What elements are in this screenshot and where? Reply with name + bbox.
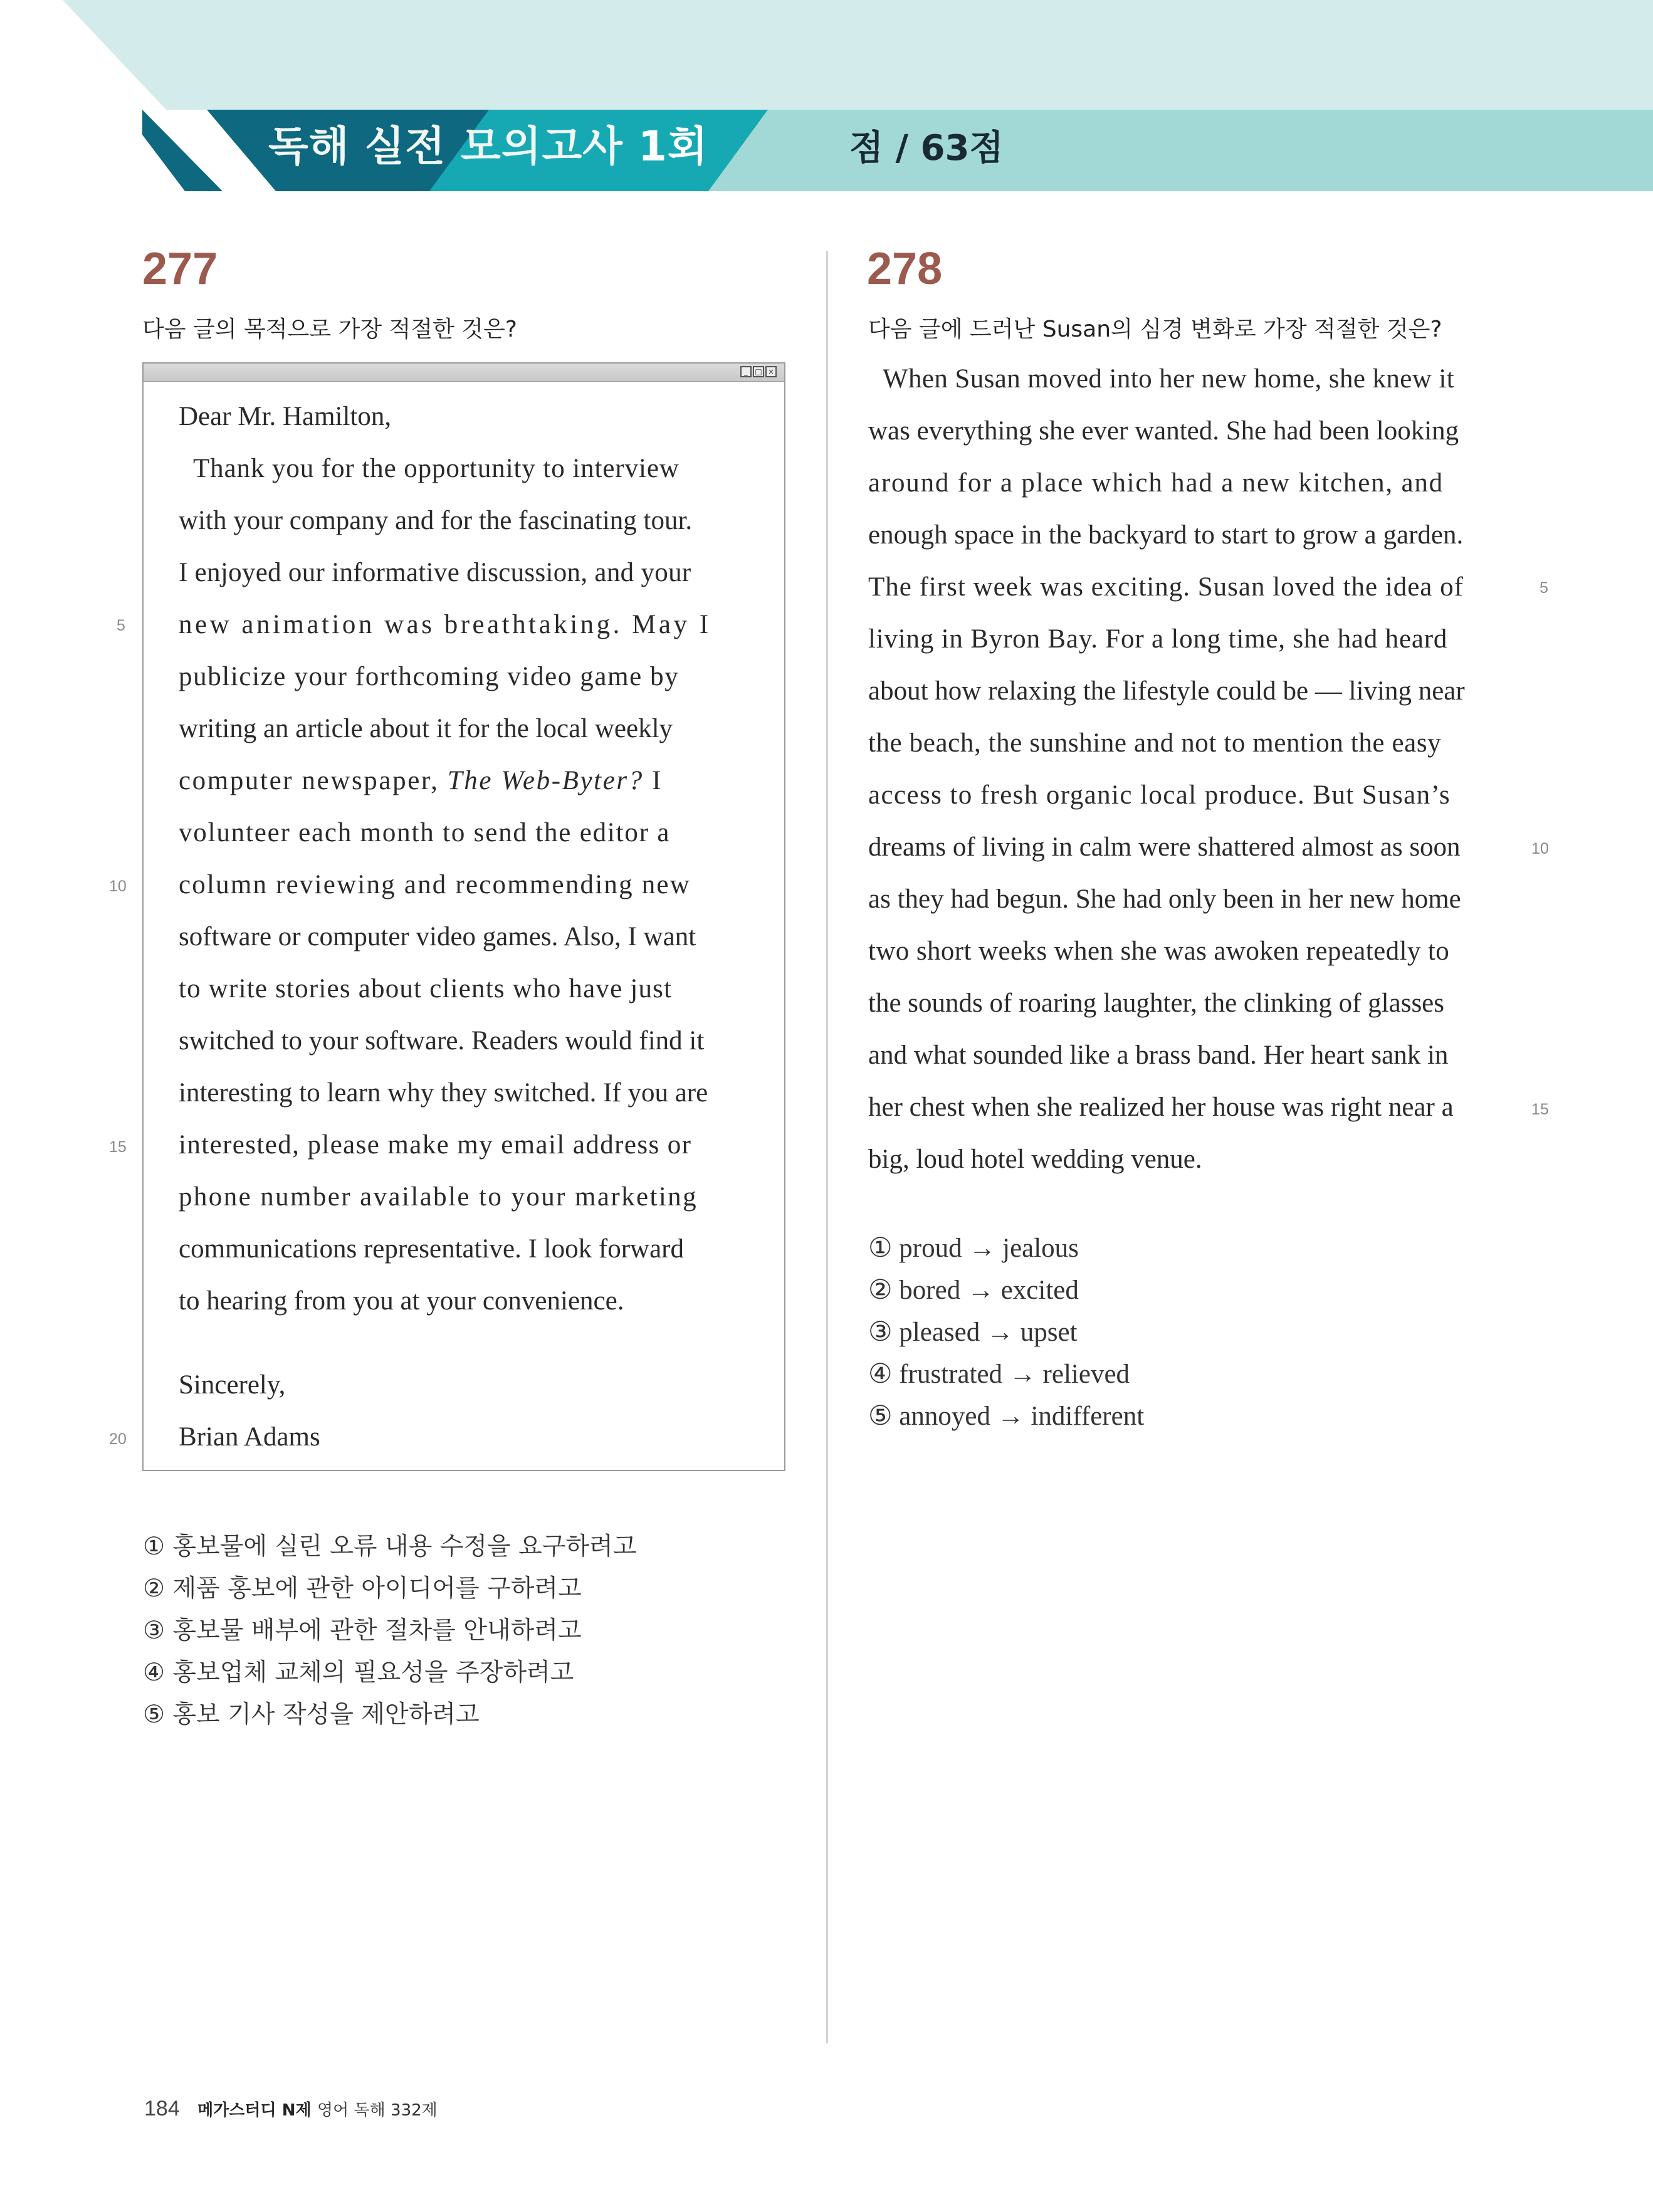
line-number: 5: [1540, 579, 1548, 597]
score-label: 점 / 63점: [849, 128, 1004, 169]
letter-line: with your company and for the fascinating tour.: [179, 506, 693, 535]
answer-choice[interactable]: ② bored → excited: [868, 1276, 1079, 1305]
passage-line: about how relaxing the lifestyle could be — living near: [868, 676, 1465, 706]
answer-choice[interactable]: ④ frustrated → relieved: [868, 1360, 1130, 1389]
letter-line: Thank you for the opportunity to interview: [193, 454, 680, 483]
passage-line: two short weeks when she was awoken repeatedly to: [868, 936, 1450, 966]
letter-line: to hearing from you at your convenience.: [179, 1286, 624, 1316]
header-banner: [0, 0, 1653, 191]
answer-choice[interactable]: ⑤ annoyed → indifferent: [868, 1402, 1145, 1431]
newspaper-title: The Web-Byter?: [447, 766, 644, 795]
passage-line: and what sounded like a brass band. Her heart sank in: [868, 1040, 1449, 1070]
letter-line: new animation was breathtaking. May I: [179, 610, 711, 639]
page-footer: [144, 2097, 438, 2121]
column-divider: [826, 251, 828, 2043]
question-prompt-277: 다음 글의 목적으로 가장 적절한 것은?: [142, 317, 517, 342]
letter-line: publicize your forthcoming video game by: [179, 662, 680, 691]
answer-choice[interactable]: ① 홍보물에 실린 오류 내용 수정을 요구하려고: [143, 1533, 637, 1561]
passage-line: The first week was exciting. Susan loved the idea of: [868, 572, 1464, 602]
passage-line: enough space in the backyard to start to grow a garden.: [868, 520, 1464, 550]
passage-line: access to fresh organic local produce. But Susan’s: [868, 780, 1451, 810]
letter-line: I enjoyed our informative discussion, and your: [179, 558, 691, 587]
line-number: 10: [1531, 840, 1549, 857]
letter-line: to write stories about clients who have just: [179, 974, 673, 1004]
answer-choice[interactable]: ① proud → jealous: [868, 1234, 1079, 1263]
letter-line: software or computer video games. Also, I want: [179, 922, 696, 951]
passage-line: big, loud hotel wedding venue.: [868, 1145, 1202, 1174]
letter-line: volunteer each month to send the editor a: [179, 818, 671, 847]
letter-line: column reviewing and recommending new: [179, 870, 691, 899]
question-number-278: 278: [867, 244, 943, 294]
answer-choice[interactable]: ⑤ 홍보 기사 작성을 제안하려고: [143, 1701, 480, 1729]
book-subtitle: 영어 독해 332제: [317, 2101, 438, 2120]
passage-line: her chest when she realized her house was right near a: [868, 1093, 1454, 1122]
letter-closing: Sincerely,: [179, 1370, 286, 1400]
passage-line: dreams of living in calm were shattered almost as soon: [868, 832, 1461, 862]
letter-line: switched to your software. Readers would find it: [179, 1026, 705, 1056]
passage-line: When Susan moved into her new home, she knew it: [883, 364, 1455, 394]
exam-round: 1회: [638, 122, 708, 170]
passage-line: around for a place which had a new kitchen, and: [868, 468, 1444, 498]
maximize-icon[interactable]: □: [753, 366, 764, 377]
letter-line: writing an article about it for the local weekly: [179, 714, 673, 743]
line-number: 15: [1531, 1101, 1549, 1118]
passage-line: living in Byron Bay. For a long time, she had heard: [868, 624, 1448, 654]
answer-choice[interactable]: ② 제품 홍보에 관한 아이디어를 구하려고: [143, 1575, 582, 1603]
letter-line: interesting to learn why they switched. If you are: [179, 1078, 708, 1108]
minimize-icon[interactable]: _: [740, 366, 752, 377]
answer-choice[interactable]: ③ pleased → upset: [868, 1318, 1078, 1347]
passage-line: the sounds of roaring laughter, the clinking of glasses: [868, 988, 1444, 1018]
answer-choice[interactable]: ④ 홍보업체 교체의 필요성을 주장하려고: [143, 1659, 574, 1687]
passage-line: the beach, the sunshine and not to mention the easy: [868, 728, 1442, 758]
letter-line: phone number available to your marketing: [179, 1182, 698, 1212]
question-number-277: 277: [142, 244, 218, 294]
answer-choice[interactable]: ③ 홍보물 배부에 관한 절차를 안내하려고: [143, 1617, 582, 1645]
letter-line: interested, please make my email address or: [179, 1130, 692, 1160]
book-brand: 메가스터디 N제: [197, 2101, 312, 2120]
close-icon[interactable]: ×: [765, 366, 777, 377]
line-number: 20: [109, 1430, 127, 1448]
window-titlebar: [144, 364, 784, 382]
letter-line: communications representative. I look forward: [179, 1234, 684, 1264]
passage-line: was everything she ever wanted. She had been looking: [868, 416, 1459, 446]
passage-line: as they had begun. She had only been in her new home: [868, 884, 1461, 914]
line-number: 5: [117, 617, 125, 634]
line-number: 10: [109, 878, 127, 895]
line-number: 15: [109, 1138, 127, 1156]
exam-title: 독해 실전 모의고사 1회: [268, 122, 708, 170]
page-number: 184: [144, 2097, 180, 2120]
letter-signature: Brian Adams: [179, 1422, 320, 1452]
letter-line: Dear Mr. Hamilton,: [179, 402, 392, 431]
question-prompt-278: 다음 글에 드러난 Susan의 심경 변화로 가장 적절한 것은?: [868, 317, 1442, 342]
letter-line: computer newspaper, The Web-Byter? I: [179, 766, 663, 795]
